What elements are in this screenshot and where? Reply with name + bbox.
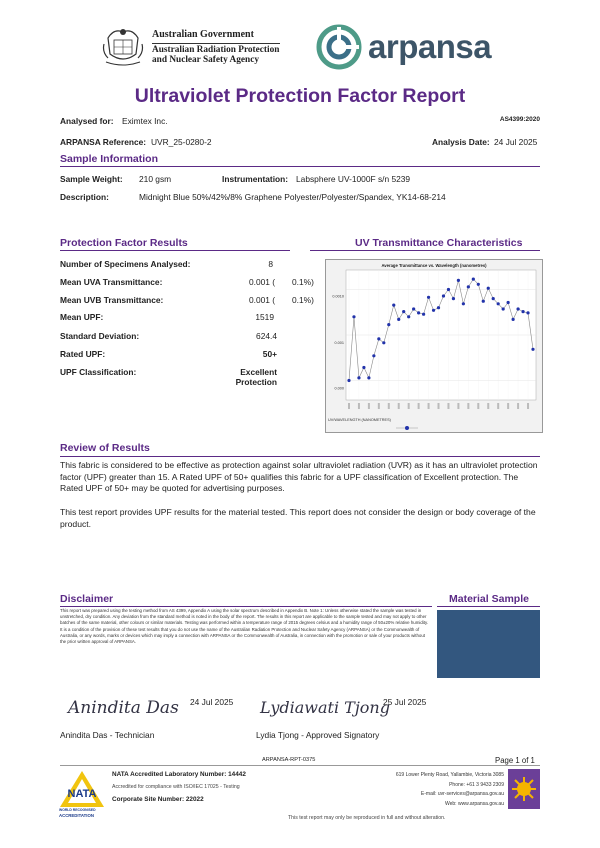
protection-row-label: Rated UPF: xyxy=(60,349,106,359)
data-point xyxy=(507,301,510,304)
data-point xyxy=(432,309,435,312)
x-tick-mark xyxy=(467,403,469,409)
uv-chart xyxy=(326,260,542,432)
reference-label: ARPANSA Reference: xyxy=(60,137,147,147)
data-point xyxy=(367,376,370,379)
data-point xyxy=(347,379,350,382)
sample-weight-label: Sample Weight: xyxy=(60,174,123,184)
nata-logo xyxy=(59,770,105,820)
footer-divider xyxy=(60,765,540,766)
data-point xyxy=(452,297,455,300)
data-point xyxy=(412,307,415,310)
nata-accreditation: Accredited for compliance with ISO/IEC 17025 - Testing xyxy=(112,784,240,790)
sample-information-heading: Sample Information xyxy=(60,153,159,165)
chart-divider xyxy=(310,250,540,251)
data-point xyxy=(357,376,360,379)
technician-name: Anindita Das - Technician xyxy=(60,730,155,740)
material-sample-heading: Material Sample xyxy=(449,593,529,605)
y-tick-label: 0.001 xyxy=(334,341,344,346)
nata-caption-2: ACCREDITATION xyxy=(59,813,94,818)
email-link[interactable]: E-mail: uvr-services@arpansa.gov.au xyxy=(420,791,504,797)
web-link[interactable]: Web: www.arpansa.gov.au xyxy=(444,800,504,807)
arpansa-brand: arpansa xyxy=(368,28,492,65)
x-tick-mark xyxy=(348,403,350,409)
protection-row-value: Excellent Protection xyxy=(235,367,277,387)
data-point xyxy=(382,341,385,344)
x-tick-mark xyxy=(438,403,440,409)
government-crest xyxy=(100,24,146,68)
data-point xyxy=(402,310,405,313)
data-point xyxy=(417,311,420,314)
chart-legend-swatch xyxy=(396,418,418,436)
data-point xyxy=(442,294,445,297)
x-tick-mark xyxy=(447,403,449,409)
protection-row-label: UPF Classification: xyxy=(60,367,137,377)
nata-caption-1: WORLD RECOGNISED xyxy=(59,808,96,812)
protection-row-value: 0.001 ( xyxy=(249,277,276,287)
data-point xyxy=(352,315,355,318)
protection-row-percent: 0.1%) xyxy=(292,295,314,305)
phone: Phone: +61 3 9433 2309 xyxy=(449,781,504,788)
x-tick-mark xyxy=(517,403,519,409)
data-point xyxy=(526,311,529,314)
y-tick-label: 0.0010 xyxy=(332,294,344,299)
data-point xyxy=(392,304,395,307)
data-point xyxy=(447,288,450,291)
review-divider xyxy=(60,456,540,457)
x-tick-mark xyxy=(457,403,459,409)
x-tick-mark xyxy=(378,403,380,409)
nata-lab-number: NATA Accredited Laboratory Number: 14442 xyxy=(112,771,246,778)
data-point xyxy=(531,348,534,351)
x-tick-mark xyxy=(418,403,420,409)
data-point xyxy=(437,306,440,309)
x-tick-mark xyxy=(477,403,479,409)
description-label: Description: xyxy=(60,192,109,202)
disclaimer-text: This report was prepared using the testing method from AS 4399, Appendix A using the solar spectrum described in Appendix B. Note 1: Unless otherwise stated the sample was tested in unstretched, dry condition. Any deviation from the standard method is noted in the body of the report. The results in this report are applicable to the sample tested and may not apply to other batches of the same material, other colours or similar materials. Testing was performed within a temperature range of 2015 degrees celsius and a humidity range of 50±20% relative humidity. It is a condition of the provision of these test results that you do not use the name of the Australian Radiation Protection and Nuclear Safety Agency (ARPANSA) or the Commonwealth of Australia, or any words, marks or devices which may imply a connection with ARPANSA or the Commonwealth of Australia, in connection with the promotion or sale of your products without the prior written approval of ARPANSA. xyxy=(60,608,429,645)
protection-divider xyxy=(60,250,290,251)
signatory-signature: Lydiawati Tjong xyxy=(260,698,390,717)
arpansa-logo-icon xyxy=(314,22,364,72)
data-point xyxy=(462,302,465,305)
arpansa-sun-badge xyxy=(508,769,540,809)
protection-row-value: 50+ xyxy=(262,349,277,359)
instrumentation-label: Instrumentation: xyxy=(222,174,289,184)
gov-line-3: and Nuclear Safety Agency xyxy=(152,55,259,65)
protection-row-label: Mean UPF: xyxy=(60,312,104,322)
x-tick-mark xyxy=(497,403,499,409)
report-id: ARPANSA-RPT-0375 xyxy=(262,757,316,763)
uv-chart-heading: UV Transmittance Characteristics xyxy=(355,237,523,249)
x-tick-mark xyxy=(368,403,370,409)
data-point xyxy=(482,300,485,303)
protection-row-label: Mean UVB Transmittance: xyxy=(60,295,164,305)
x-tick-mark xyxy=(428,403,430,409)
x-tick-mark xyxy=(527,403,529,409)
gov-divider xyxy=(152,43,280,44)
material-sample-swatch xyxy=(437,610,540,678)
analysis-date-value: 24 Jul 2025 xyxy=(494,137,538,147)
data-point xyxy=(487,287,490,290)
protection-row-label: Mean UVA Transmittance: xyxy=(60,277,163,287)
page-number: Page 1 of 1 xyxy=(495,756,535,765)
standard-code: AS4399:2020 xyxy=(499,116,540,123)
x-tick-mark xyxy=(408,403,410,409)
analysis-date-label: Analysis Date: xyxy=(432,137,490,147)
signatory-sign-date: 25 Jul 2025 xyxy=(383,697,427,707)
data-point xyxy=(472,278,475,281)
protection-row-value: 624.4 xyxy=(256,331,277,341)
protection-results-heading: Protection Factor Results xyxy=(60,237,188,249)
protection-row-percent: 0.1%) xyxy=(292,277,314,287)
data-point xyxy=(512,318,515,321)
gov-line-1: Australian Government xyxy=(152,29,254,40)
chart-legend-label: UV/WAVELENGTH (NANOMETRES) xyxy=(328,418,391,422)
address: 619 Lower Plenty Road, Yallambie, Victoria 3085 xyxy=(395,772,504,778)
report-title: Ultraviolet Protection Factor Report xyxy=(134,85,466,107)
data-point xyxy=(492,297,495,300)
y-tick-label: 0.000 xyxy=(334,386,344,391)
protection-row-value: 1519 xyxy=(255,312,274,322)
protection-row-value: 8 xyxy=(268,259,273,269)
review-paragraph-1: This fabric is considered to be effective as protection against solar ultraviolet radiation (UVR) as it has an ultraviolet protection factor (UPF) greater than 15. A Rated UPF of 50+ qualifies this fabric for a UPF classification of Excellent protection. The Rated UPF of 50+ may be quoted for advertising purposes. xyxy=(60,460,538,493)
uv-chart-frame xyxy=(325,259,543,433)
protection-row-label: Standard Deviation: xyxy=(60,331,140,341)
analysed-for-value: Eximtex Inc. xyxy=(122,116,168,126)
instrumentation-value: Labsphere UV-1000F s/n 5239 xyxy=(296,174,411,184)
nata-logo-text: NATA xyxy=(67,788,97,800)
data-point xyxy=(377,337,380,340)
data-point xyxy=(387,323,390,326)
reproduction-note: This test report may only be reproduced in full and without alteration. xyxy=(288,815,446,821)
sample-divider xyxy=(60,166,540,167)
data-point xyxy=(422,313,425,316)
data-point xyxy=(362,366,365,369)
data-point xyxy=(397,318,400,321)
material-divider xyxy=(437,606,540,607)
data-point xyxy=(427,296,430,299)
data-point xyxy=(407,315,410,318)
x-tick-mark xyxy=(487,403,489,409)
disclaimer-divider xyxy=(60,606,432,607)
data-point xyxy=(497,302,500,305)
corporate-site-number: Corporate Site Number: 22022 xyxy=(112,796,204,803)
data-point xyxy=(372,354,375,357)
technician-signature: Anindita Das xyxy=(68,698,179,718)
review-heading: Review of Results xyxy=(60,442,150,454)
reference-value: UVR_25-0280-2 xyxy=(151,137,212,147)
x-tick-mark xyxy=(388,403,390,409)
protection-row-label: Number of Specimens Analysed: xyxy=(60,259,191,269)
technician-sign-date: 24 Jul 2025 xyxy=(190,697,234,707)
analysed-for-label: Analysed for: xyxy=(60,116,114,126)
data-point xyxy=(516,307,519,310)
x-tick-mark xyxy=(398,403,400,409)
protection-row-value: 0.001 ( xyxy=(249,295,276,305)
gov-line-2: Australian Radiation Protection xyxy=(152,44,280,55)
review-paragraph-2: This test report provides UPF results for the material tested. This report does not consider the design or body coverage of the product. xyxy=(60,507,536,529)
data-point xyxy=(502,307,505,310)
sample-weight-value: 210 gsm xyxy=(139,174,172,184)
chart-title: Average Transmittance vs. Wavelength (nanometres) xyxy=(381,263,487,268)
description-value: Midnight Blue 50%/42%/8% Graphene Polyester/Polyester/Spandex, YK14-68-214 xyxy=(139,192,446,202)
data-point xyxy=(467,285,470,288)
signatory-name: Lydia Tjong - Approved Signatory xyxy=(256,730,380,740)
x-tick-mark xyxy=(507,403,509,409)
x-tick-mark xyxy=(358,403,360,409)
data-point xyxy=(521,310,524,313)
disclaimer-heading: Disclaimer xyxy=(60,593,114,605)
data-point xyxy=(477,283,480,286)
data-point xyxy=(457,279,460,282)
